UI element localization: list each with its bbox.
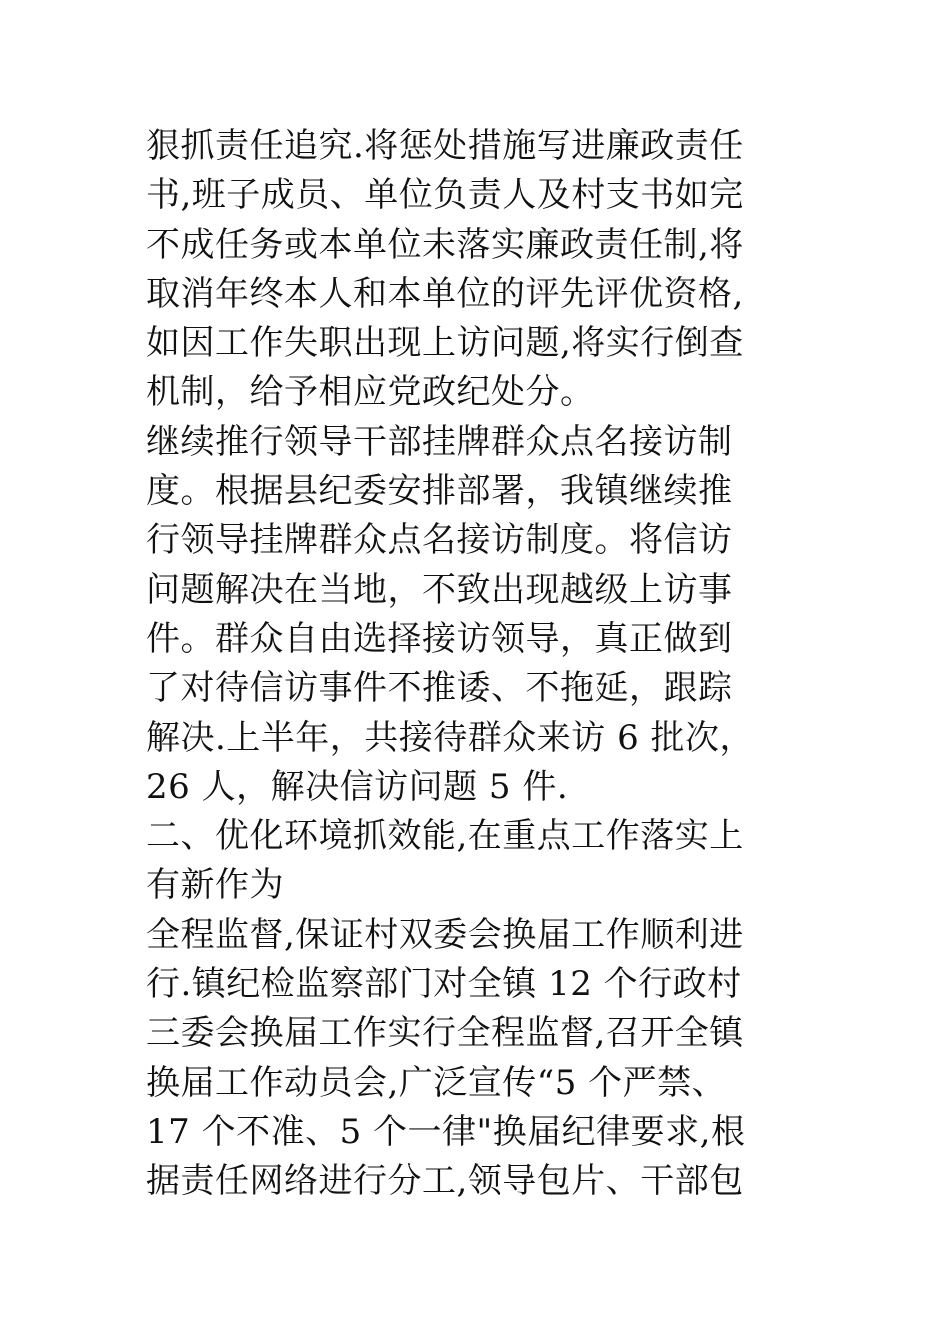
text-line: 17 个不准、5 个一律"换届纪律要求,根 <box>146 1111 746 1152</box>
text-line: 行领导挂牌群众点名接访制度。将信访 <box>146 520 733 561</box>
text-line: 行.镇纪检监察部门对全镇 12 个行政村 <box>146 964 742 1005</box>
text-line: 度。根据县纪委安排部署，我镇继续推 <box>146 471 733 512</box>
text-line: 不成任务或本单位未落实廉政责任制,将 <box>146 224 744 265</box>
section-heading: 有新作为 <box>146 865 284 906</box>
text-line: 问题解决在当地，不致出现越级上访事 <box>146 569 733 610</box>
text-line: 狠抓责任追究.将惩处措施写进廉政责任 <box>146 126 744 166</box>
text-line: 取消年终本人和本单位的评先评优资格, <box>146 273 744 314</box>
text-line: 26 人，解决信访问题 5 件. <box>146 766 569 807</box>
text-line: 件。群众自由选择接访领导，真正做到 <box>146 618 733 659</box>
text-line: 继续推行领导干部挂牌群众点名接访制 <box>146 421 733 462</box>
text-line: 了对待信访事件不推诿、不拖延，跟踪 <box>146 668 733 709</box>
text-line: 机制，给予相应党政纪处分。 <box>146 372 595 413</box>
text-line: 书,班子成员、单位负责人及村支书如完 <box>146 175 744 216</box>
document-body <box>146 122 811 1207</box>
text-line: 如因工作失职出现上访问题,将实行倒查 <box>146 323 744 364</box>
text-line: 解决.上半年，共接待群众来访 6 批次， <box>146 717 755 758</box>
text-line: 据责任网络进行分工,领导包片、干部包 <box>146 1161 744 1202</box>
text-line: 三委会换届工作实行全程监督,召开全镇 <box>146 1013 744 1054</box>
section-heading: 二、优化环境抓效能,在重点工作落实上 <box>146 816 744 857</box>
text-line: 全程监督,保证村双委会换届工作顺利进 <box>146 914 744 955</box>
text-line: 换届工作动员会,广泛宣传“5 个严禁、 <box>146 1062 727 1103</box>
